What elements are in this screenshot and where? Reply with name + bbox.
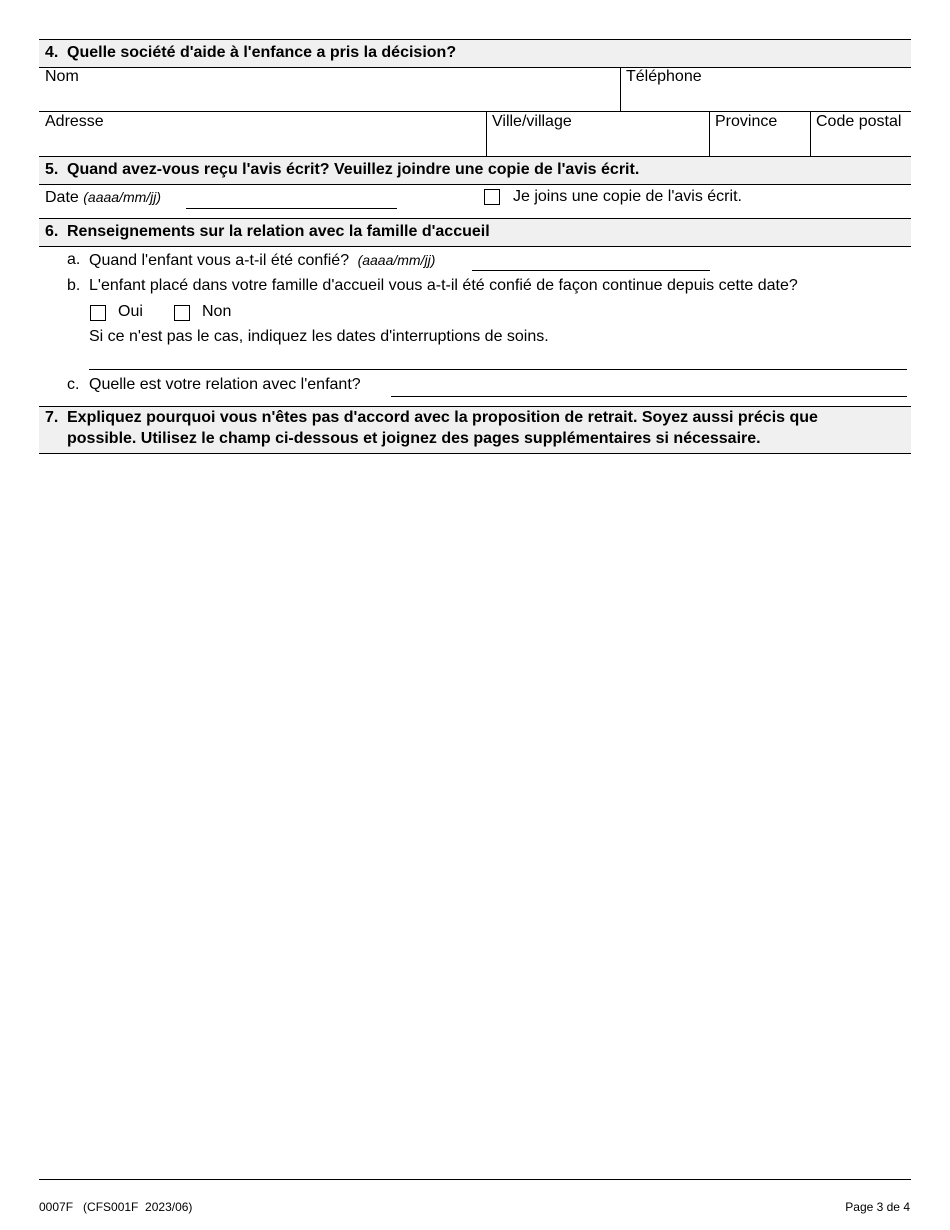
divider	[709, 111, 710, 156]
page-number: Page 3 de 4	[845, 1200, 910, 1214]
ville-field[interactable]	[488, 131, 708, 155]
attach-copy-checkbox[interactable]	[484, 189, 500, 205]
code-postal-label: Code postal	[816, 113, 902, 130]
date-format-hint: (aaaa/mm/jj)	[83, 189, 162, 205]
question-a-format-hint: (aaaa/mm/jj)	[357, 252, 436, 268]
question-b-followup: Si ce n'est pas le cas, indiquez les dates d'interruptions de soins.	[89, 328, 549, 345]
section-4-title: Quelle société d'aide à l'enfance a pris la décision?	[67, 44, 457, 61]
rule	[39, 156, 911, 157]
section-7-title-line1: Expliquez pourquoi vous n'êtes pas d'accord avec la proposition de retrait. Soyez aussi précis que	[67, 409, 818, 426]
province-label: Province	[715, 113, 778, 130]
divider	[620, 67, 621, 111]
oui-checkbox[interactable]	[90, 305, 106, 321]
question-c-text: Quelle est votre relation avec l'enfant?	[89, 376, 361, 393]
telephone-label: Téléphone	[626, 68, 702, 85]
question-a	[89, 251, 435, 270]
section-7-title-line2: possible. Utilisez le champ ci-dessous et joignez des pages supplémentaires si nécessaire.	[67, 430, 761, 447]
section-7-number: 7.	[45, 409, 59, 426]
date-confie-field[interactable]	[472, 270, 710, 271]
explanation-textarea[interactable]	[39, 455, 911, 1175]
non-label: Non	[202, 303, 232, 320]
telephone-field[interactable]	[622, 86, 910, 110]
question-b-letter: b.	[67, 277, 81, 294]
section-6-number: 6.	[45, 223, 59, 240]
relation-field[interactable]	[391, 396, 907, 397]
adresse-label: Adresse	[45, 113, 104, 130]
rule	[39, 184, 911, 185]
footer-rule	[39, 1179, 911, 1180]
divider	[486, 111, 487, 156]
section-6-title: Renseignements sur la relation avec la famille d'accueil	[67, 223, 490, 240]
rule	[39, 67, 911, 68]
date-recu-field[interactable]	[186, 208, 397, 209]
rule	[39, 246, 911, 247]
oui-label: Oui	[118, 303, 143, 320]
ville-label: Ville/village	[492, 113, 572, 130]
code-postal-field[interactable]	[812, 131, 910, 155]
rule	[39, 39, 911, 40]
question-b-text: L'enfant placé dans votre famille d'accueil vous a-t-il été confié de façon continue depuis cette date?	[89, 277, 798, 294]
section-5-title: Quand avez-vous reçu l'avis écrit? Veuillez joindre une copie de l'avis écrit.	[67, 161, 640, 178]
adresse-field[interactable]	[40, 131, 485, 155]
section-5-number: 5.	[45, 161, 59, 178]
divider	[810, 111, 811, 156]
attach-copy-label: Je joins une copie de l'avis écrit.	[513, 188, 742, 205]
date-label-text: Date	[45, 189, 79, 206]
rule	[39, 111, 911, 112]
province-field[interactable]	[711, 131, 809, 155]
rule	[39, 406, 911, 407]
interruption-dates-field[interactable]	[89, 369, 907, 370]
nom-field[interactable]	[40, 86, 619, 110]
nom-label: Nom	[45, 68, 79, 85]
question-c-letter: c.	[67, 376, 80, 393]
rule	[39, 218, 911, 219]
rule	[39, 453, 911, 454]
form-code: 0007F (CFS001F 2023/06)	[39, 1200, 193, 1214]
date-label	[45, 188, 161, 207]
question-a-text: Quand l'enfant vous a-t-il été confié?	[89, 252, 350, 269]
non-checkbox[interactable]	[174, 305, 190, 321]
question-a-letter: a.	[67, 251, 81, 268]
section-4-number: 4.	[45, 44, 59, 61]
